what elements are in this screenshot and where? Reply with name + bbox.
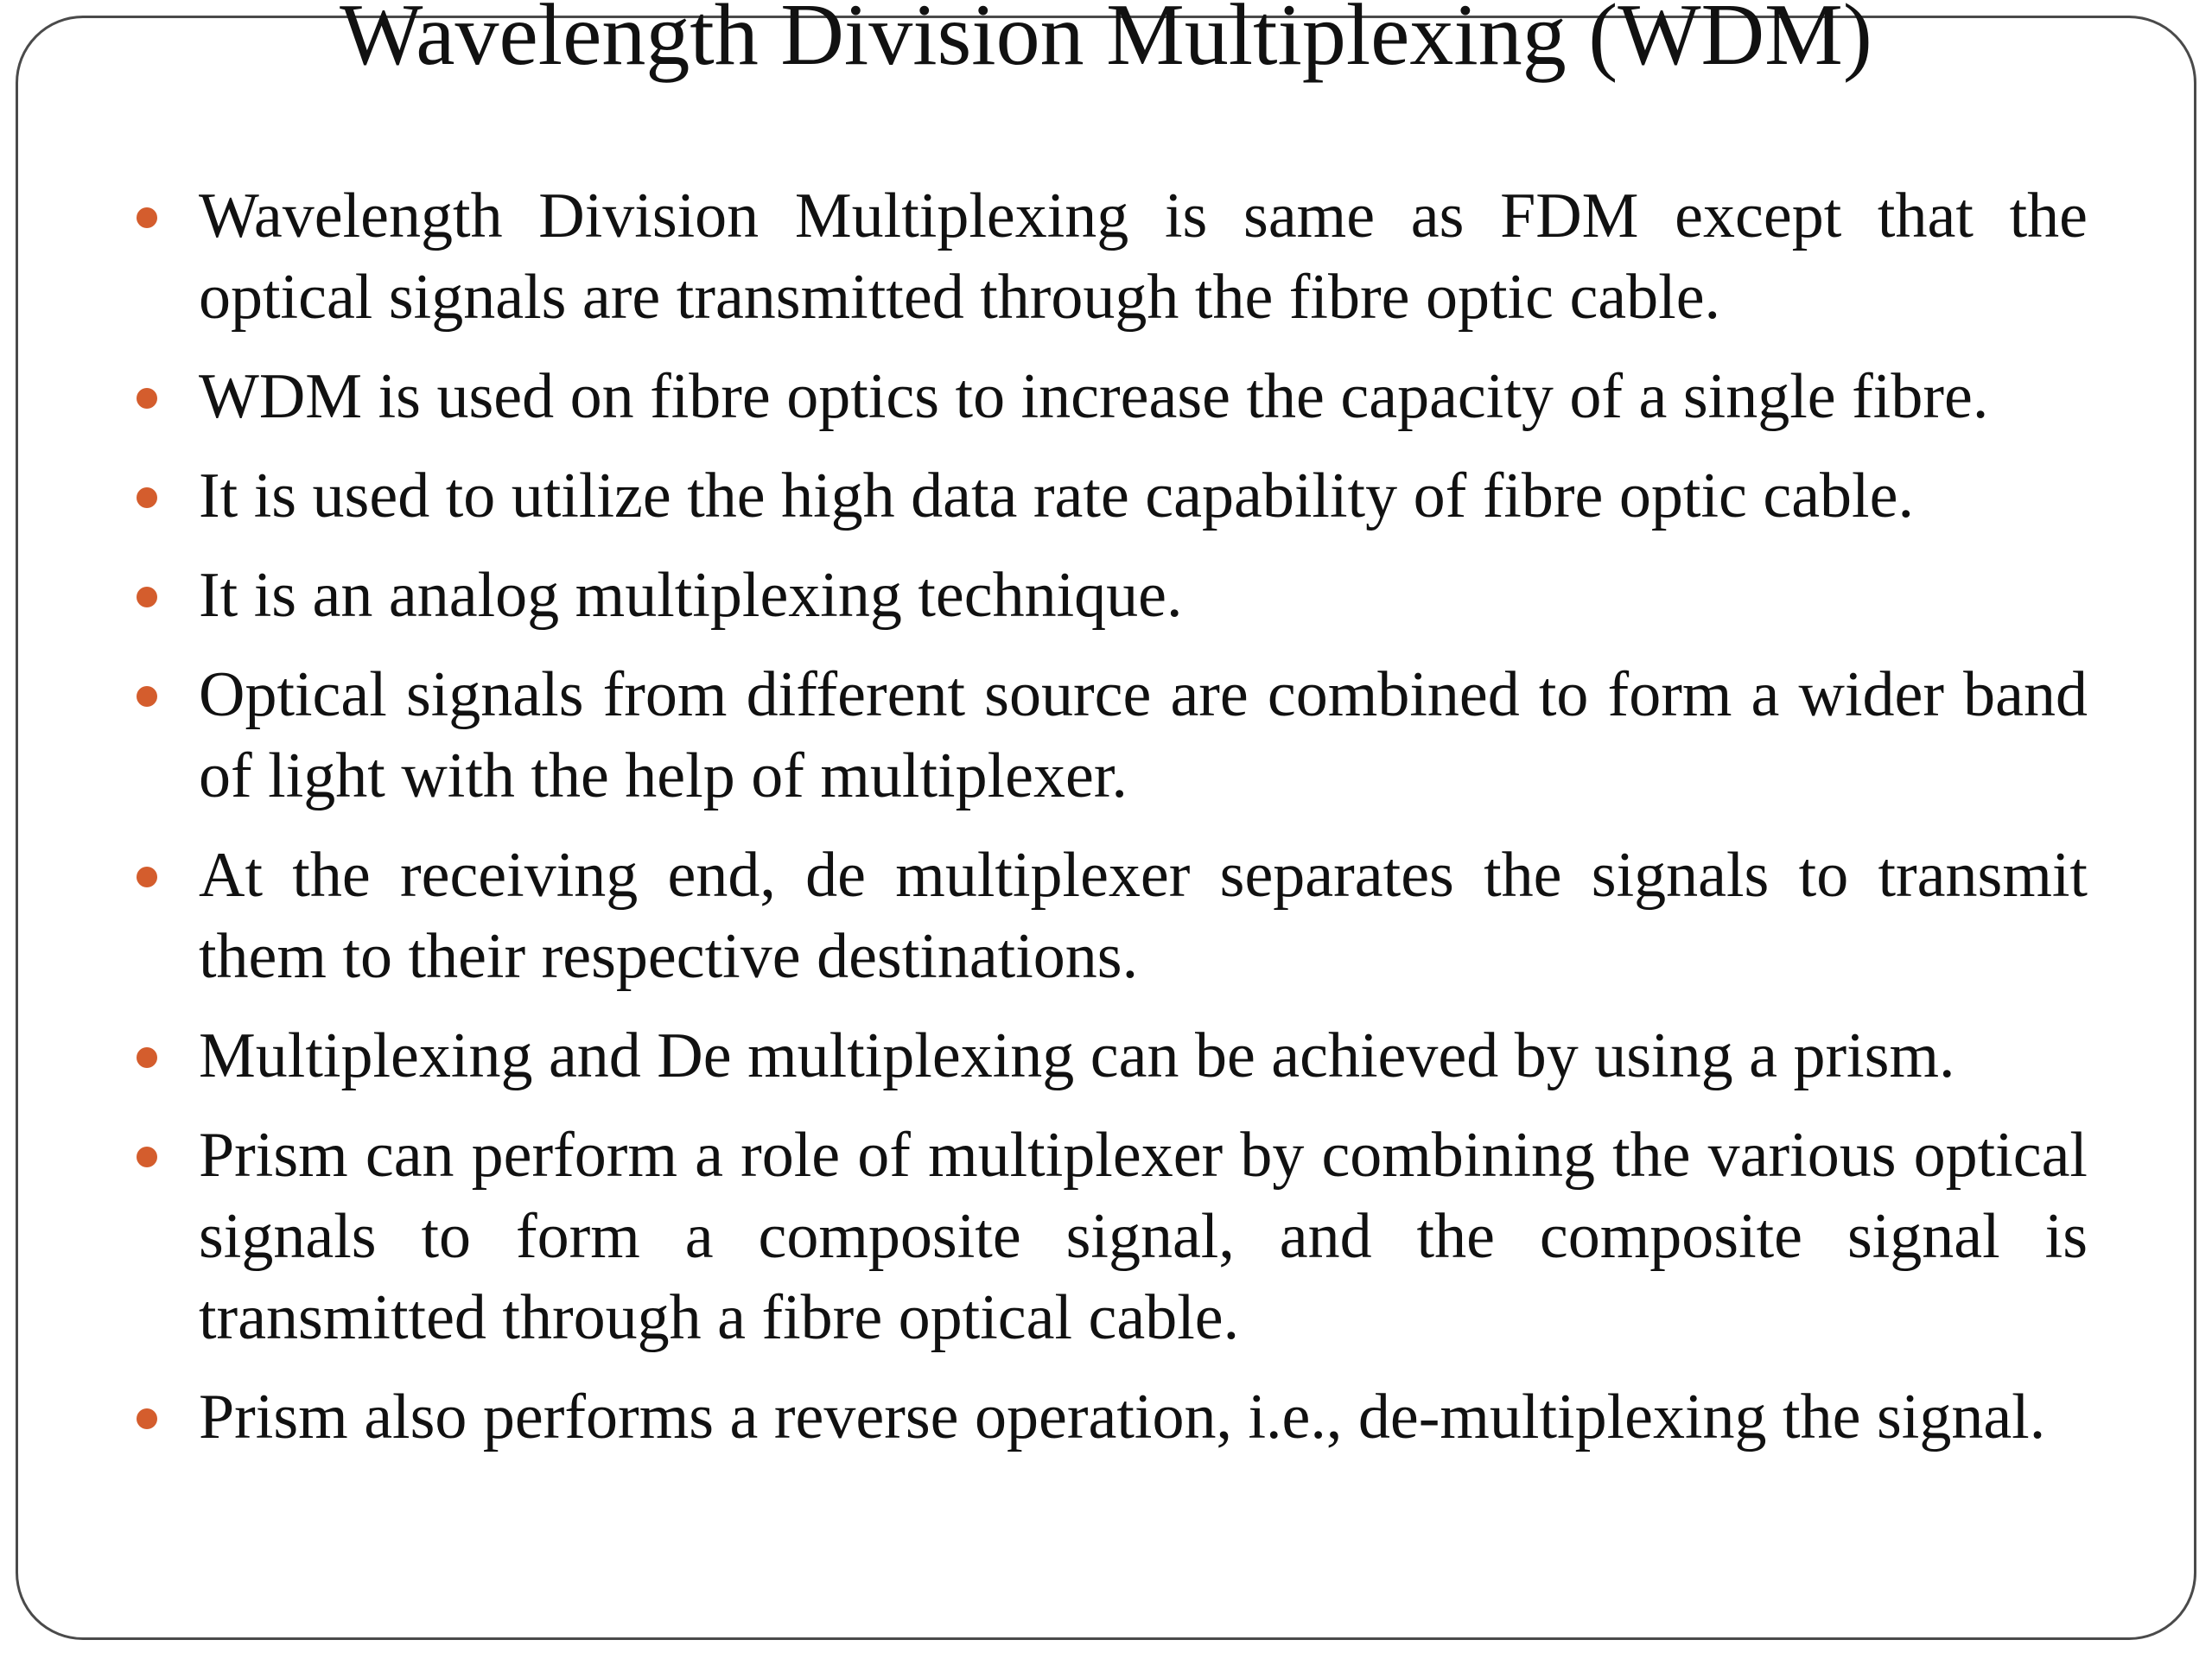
bullet-dot-icon (137, 1408, 157, 1429)
bullet-dot-icon (137, 686, 157, 707)
bullet-dot-icon (137, 207, 157, 228)
bullet-text: Prism also performs a reverse operation, i.e., de-multiplexing the signal. (199, 1382, 2046, 1452)
bullet-dot-icon (137, 1047, 157, 1068)
bullet-item (131, 835, 2088, 997)
bullet-dot-icon (137, 487, 157, 508)
bullet-text: It is an analog multiplexing technique. (199, 560, 1183, 631)
bullet-item (131, 1376, 2088, 1458)
bullet-text: Multiplexing and De multiplexing can be achieved by using a prism. (199, 1020, 1955, 1091)
bullet-item (131, 1015, 2088, 1096)
bullet-dot-icon (137, 867, 157, 887)
bullet-text: It is used to utilize the high data rate capability of fibre optic cable. (199, 461, 1914, 531)
bullet-item (131, 555, 2088, 636)
bullet-item (131, 1115, 2088, 1358)
slide-title: Wavelength Division Multiplexing (WDM) (340, 0, 1872, 84)
bullet-dot-icon (137, 587, 157, 607)
bullet-item (131, 455, 2088, 537)
bullet-item (131, 175, 2088, 338)
bullet-item (131, 356, 2088, 437)
bullet-text: At the receiving end, de multiplexer separates the signals to transmit them to their respective destinations. (199, 840, 2088, 992)
bullet-text: WDM is used on fibre optics to increase the capacity of a single fibre. (199, 361, 1989, 432)
bullet-text: Wavelength Division Multiplexing is same as FDM except that the optical signals are transmitted through the fibre optic cable. (199, 181, 2088, 333)
bullet-dot-icon (137, 388, 157, 409)
bullet-list (131, 175, 2088, 1476)
bullet-text: Prism can perform a role of multiplexer by combining the various optical signals to form a composite signal, and the composite signal is transmitted through a fibre optical cable. (199, 1120, 2088, 1353)
bullet-dot-icon (137, 1147, 157, 1167)
bullet-text: Optical signals from different source are combined to form a wider band of light with the help of multiplexer. (199, 659, 2088, 811)
bullet-item (131, 654, 2088, 817)
